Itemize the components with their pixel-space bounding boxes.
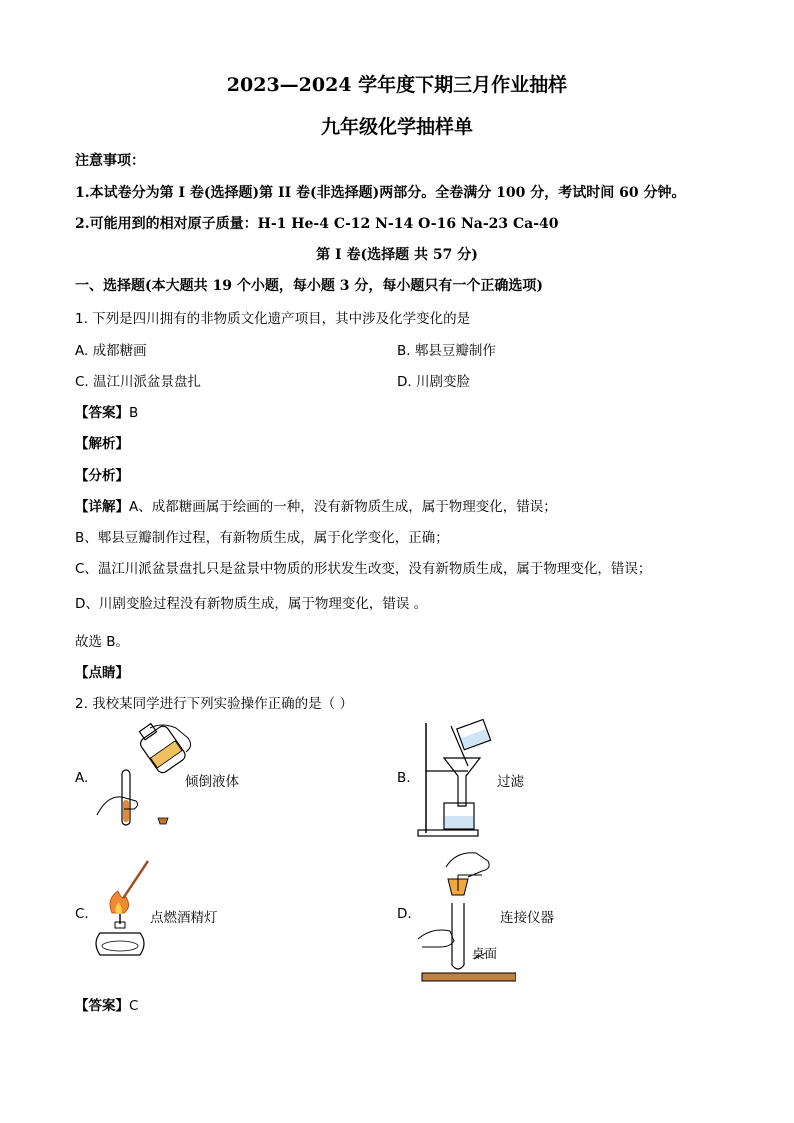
question-2-option-a-caption: 倾倒液体: [185, 774, 239, 790]
question-1-option-c: C. 温江川派盆景盘扎: [75, 374, 202, 390]
detail-tag: 【详解】: [75, 499, 129, 515]
question-1-option-d: D. 川剧变脸: [397, 374, 470, 390]
page-title: 2023—2024 学年度下期三月作业抽样: [226, 74, 568, 96]
question-2-answer: [75, 994, 138, 1014]
question-2-option-c-caption: 点燃酒精灯: [150, 910, 218, 926]
question-1-fenxi-tag: 【分析】: [75, 468, 129, 484]
answer-tag: 【答案】: [75, 405, 129, 421]
answer-value: B: [129, 405, 139, 421]
notice-item-1: 1.本试卷分为第 I 卷(选择题)第 II 卷(非选择题)两部分。全卷满分 100 分，考试时间 60 分钟。: [75, 185, 686, 201]
filtration-figure: [416, 718, 501, 840]
notice-heading: 注意事项：: [75, 153, 145, 169]
question-1-answer: [75, 401, 138, 421]
question-2-stem: 2. 我校某同学进行下列实验操作正确的是（ ）: [75, 696, 353, 712]
question-1-option-b: B. 郫县豆瓣制作: [397, 343, 496, 359]
question-1-detail-c: C、温江川派盆景盘扎只是盆景中物质的形状发生改变，没有新物质生成，属于物理变化，错误；: [75, 561, 652, 577]
page-subtitle: 九年级化学抽样单: [320, 116, 473, 138]
question-2-option-d-caption: 连接仪器: [500, 910, 554, 926]
question-1-dianjing-tag: 【点睛】: [75, 665, 129, 681]
answer-tag: 【答案】: [75, 998, 129, 1014]
detail-a-text: A、成都糖画属于绘画的一种，没有新物质生成，属于物理变化，错误；: [129, 499, 557, 515]
question-1-analysis-tag: 【解析】: [75, 436, 129, 452]
question-2-option-c-letter: C.: [75, 906, 89, 922]
volume-title: 第 I 卷(选择题 共 57 分): [316, 247, 478, 263]
question-2-option-b-letter: B.: [397, 770, 411, 786]
question-2-option-d-letter: D.: [397, 906, 412, 922]
part-title: 一、选择题(本大题共 19 个小题，每小题 3 分，每小题只有一个正确选项): [75, 278, 543, 294]
question-2-option-a-letter: A.: [75, 770, 89, 786]
question-1-detail-d: D、川剧变脸过程没有新物质生成，属于物理变化，错误 。: [75, 596, 428, 612]
notice-item-2: 2.可能用到的相对原子质量：H-1 He-4 C-12 N-14 O-16 Na-23 Ca-40: [75, 216, 559, 232]
question-1-stem: 1. 下列是四川拥有的非物质文化遗产项目，其中涉及化学变化的是: [75, 311, 471, 327]
question-1-detail-a: [75, 495, 557, 515]
question-1-conclusion: 故选 B。: [75, 634, 130, 650]
table-surface-label: 桌面: [472, 946, 498, 961]
answer-value: C: [129, 998, 139, 1014]
question-1-option-a: A. 成都糖画: [75, 343, 147, 359]
question-1-detail-b: B、郫县豆瓣制作过程，有新物质生成，属于化学变化，正确；: [75, 530, 449, 546]
question-2-option-b-caption: 过滤: [497, 774, 524, 790]
